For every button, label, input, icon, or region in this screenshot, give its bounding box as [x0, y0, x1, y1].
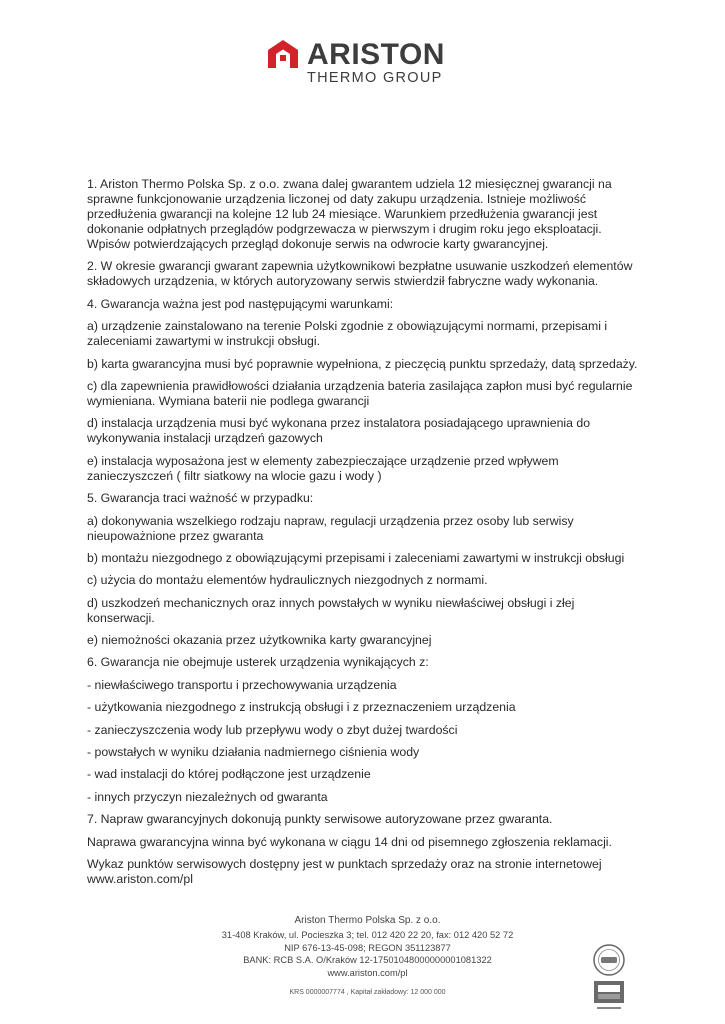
footer-address: 31-408 Kraków, ul. Pocieszka 3; tel. 012 420 22 20, fax: 012 420 52 72 — [221, 929, 514, 940]
footer-company: Ariston Thermo Polska Sp. z o.o. — [294, 915, 441, 926]
paragraph: - użytkowania niezgodnego z instrukcją obsługi i z przeznaczeniem urządzenia — [87, 700, 516, 715]
house-logo-icon — [266, 38, 300, 70]
paragraph: 5. Gwarancja traci ważność w przypadku: — [87, 491, 314, 506]
paragraph: a) dokonywania wszelkiego rodzaju napraw, regulacji urządzenia przez osoby lub serwisy nieupoważnione przez gwaranta — [87, 513, 574, 543]
ariston-logo — [266, 36, 466, 86]
paragraph: d) instalacja urządzenia musi być wykonana przez instalatora posiadającego uprawnienia do wykonywania instalacji urządzeń gazowych — [87, 416, 591, 446]
footer-krs: KRS 0000007774 , Kapitał zakładowy: 12 000 000 — [289, 988, 446, 996]
paragraph: 2. W okresie gwarancji gwarant zapewnia użytkownikowi bezpłatne usuwanie uszkodzeń elementów składowych urządzenia, w których autoryzowany serwis stwierdził fabryczne wady wykonania. — [87, 259, 633, 289]
warranty-terms — [87, 177, 640, 894]
paragraph: b) montażu niezgodnego z obowiązującymi przepisami i zaleceniami zawartymi w instrukcji obsługi — [87, 550, 625, 565]
brand-name: ARISTON — [307, 38, 445, 71]
paragraph: e) instalacja wyposażona jest w elementy zabezpieczające urządzenie przed wpływem zanieczyszczeń ( filtr siatkowy na wlocie gazu i wody ) — [87, 453, 559, 483]
paragraph: - niewłaściwego transportu i przechowywania urządzenia — [87, 677, 397, 692]
paragraph: 7. Napraw gwarancyjnych dokonują punkty serwisowe autoryzowane przez gwaranta. — [87, 812, 553, 827]
paragraph: - innych przyczyn niezależnych od gwaranta — [87, 789, 328, 804]
paragraph: e) niemożności okazania przez użytkownika karty gwarancyjnej — [87, 633, 432, 648]
paragraph: Naprawa gwarancyjna winna być wykonana w ciągu 14 dni od pisemnego zgłoszenia reklamacji. — [87, 834, 612, 849]
iso-certification-icon — [592, 943, 626, 1013]
footer-bank: BANK: RCB S.A. O/Kraków 12-17501048000000001081322 — [243, 955, 492, 966]
paragraph: d) uszkodzeń mechanicznych oraz innych powstałych w wyniku niewłaściwej obsługi i złej konserwacji. — [87, 595, 575, 625]
paragraph: c) dla zapewnienia prawidłowości działania urządzenia bateria zasilająca zapłon musi być regularnie wymieniana. Wymiana baterii nie podlega gwarancji — [87, 378, 633, 408]
paragraph: b) karta gwarancyjna musi być poprawnie wypełniona, z pieczęcią punktu sprzedaży, datą sprzedaży. — [87, 356, 638, 371]
paragraph: Wykaz punktów serwisowych dostępny jest w punktach sprzedaży oraz na stronie internetowej www.ariston.com/pl — [87, 856, 602, 886]
paragraph: a) urządzenie zainstalowano na terenie Polski zgodnie z obowiązującymi normami, przepisami i zaleceniami zawartymi w instrukcji obsługi. — [87, 319, 608, 349]
paragraph: 4. Gwarancja ważna jest pod następującymi warunkami: — [87, 296, 394, 311]
footer-website[interactable]: www.ariston.com/pl — [327, 968, 408, 979]
brand-group: THERMO GROUP — [307, 70, 443, 86]
paragraph: 1. Ariston Thermo Polska Sp. z o.o. zwana dalej gwarantem udziela 12 miesięcznej gwarancji na sprawne funkcjonowanie urządzenia liczonej od daty zakupu urządzenia. Istnieje możliwość przedłużenia gwarancji na kolejne 12 lub 24 miesiące. Warunkiem przedłużenia gwarancji jest dokonanie odpłatnych przeglądów podgrzewacza w pierwszym i drugim roku jego eksploatacji. Wpisów potwierdzających przegląd dokonuje serwis na odwrocie karty gwarancyjnej. — [87, 177, 612, 251]
paragraph: - wad instalacji do której podłączone jest urządzenie — [87, 767, 371, 782]
company-footer — [150, 915, 585, 1000]
footer-nip: NIP 676-13-45-098; REGON 351123877 — [284, 942, 451, 953]
paragraph: c) użycia do montażu elementów hydraulicznych niezgodnych z normami. — [87, 573, 488, 588]
paragraph: 6. Gwarancja nie obejmuje usterek urządzenia wynikających z: — [87, 655, 429, 670]
paragraph: - powstałych w wyniku działania nadmiernego ciśnienia wody — [87, 745, 420, 760]
paragraph: - zanieczyszczenia wody lub przepływu wody o zbyt dużej twardości — [87, 722, 458, 737]
